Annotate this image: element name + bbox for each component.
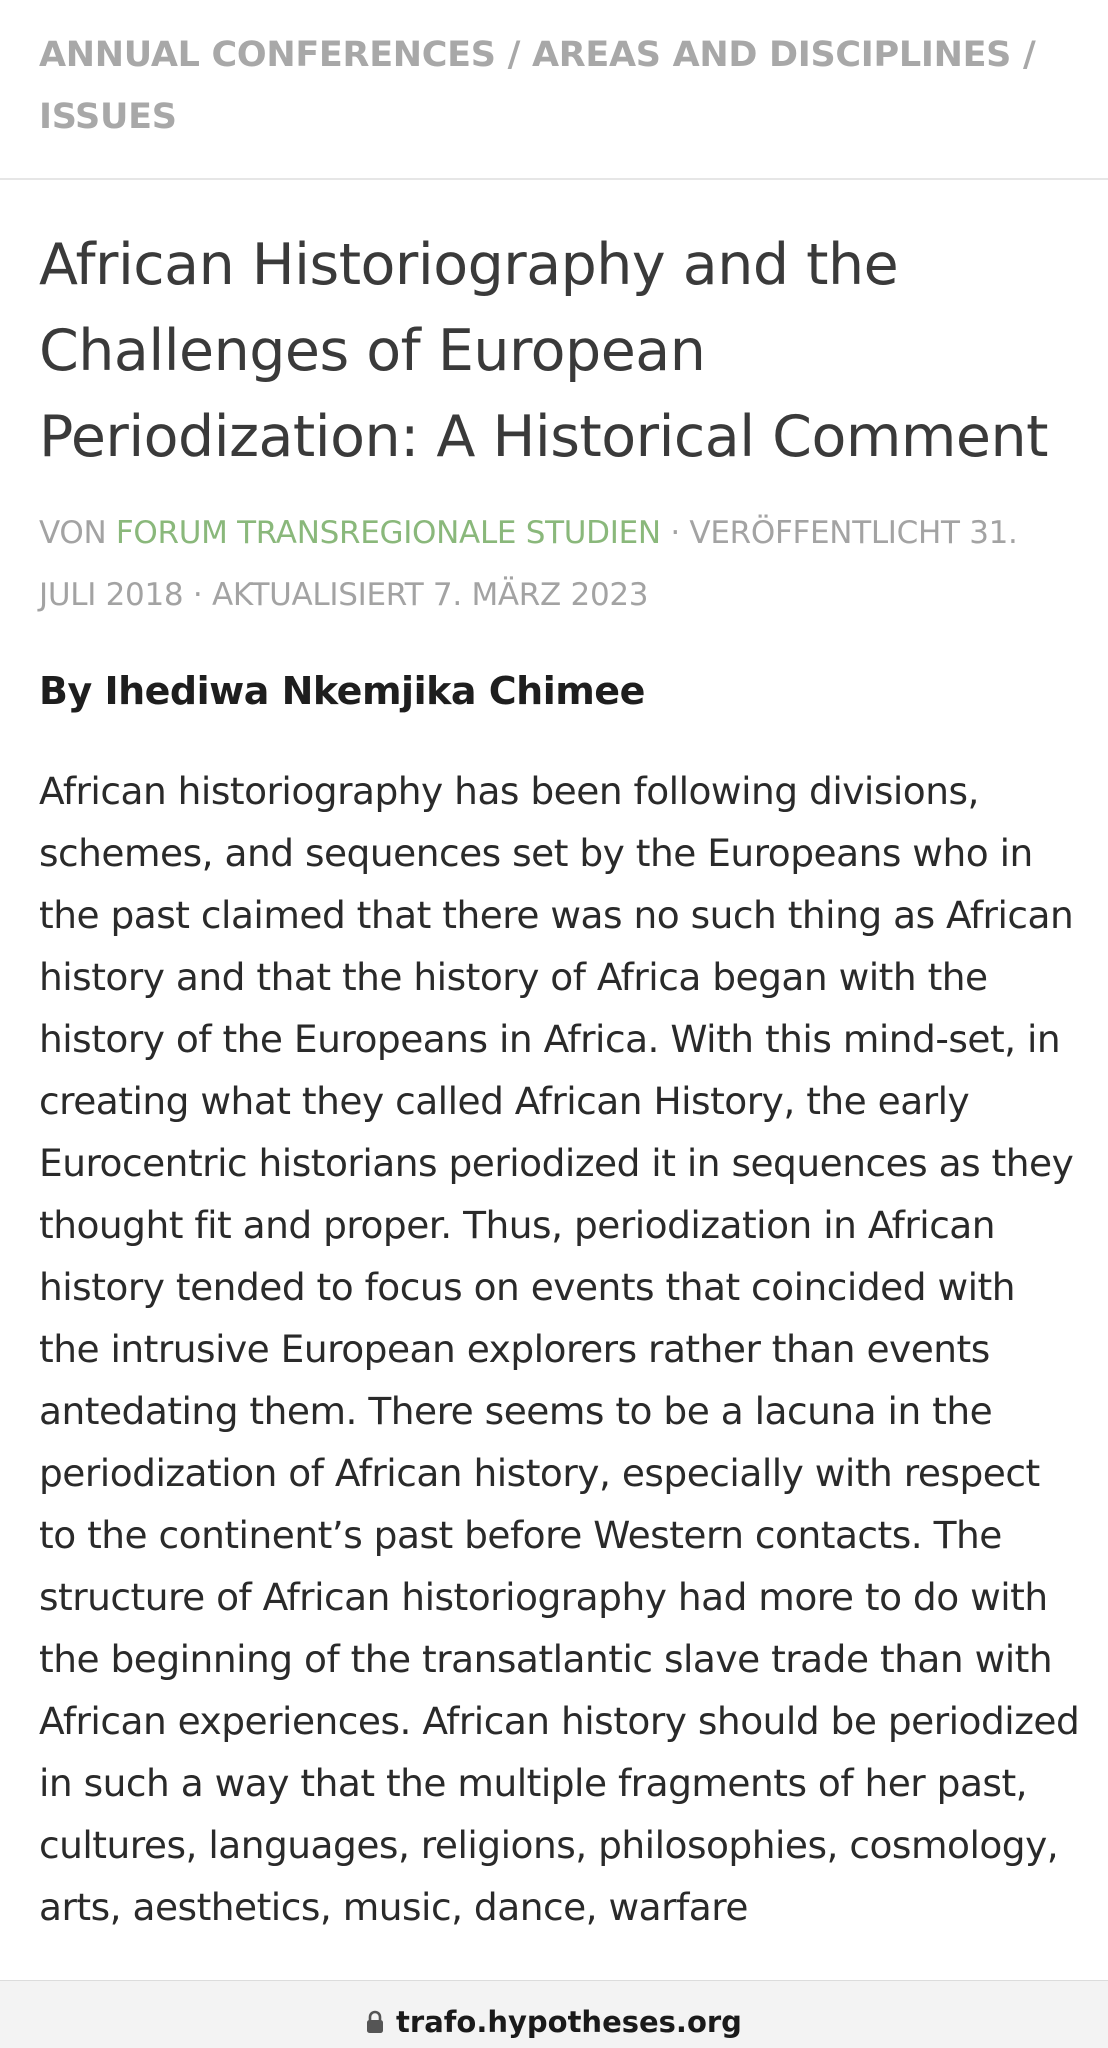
url-text[interactable]: trafo.hypotheses.org bbox=[396, 2005, 742, 2039]
breadcrumb-areas-and-disciplines[interactable]: AREAS AND DISCIPLINES bbox=[531, 35, 1012, 75]
header-divider bbox=[0, 178, 1108, 180]
breadcrumb-issues[interactable]: ISSUES bbox=[39, 97, 177, 137]
author-link[interactable]: FORUM TRANSREGIONALE STUDIEN bbox=[115, 515, 661, 551]
browser-url-bar[interactable] bbox=[0, 1980, 1108, 2048]
meta-by-prefix: VON bbox=[39, 515, 116, 551]
breadcrumb-separator: / bbox=[495, 35, 532, 75]
breadcrumb bbox=[39, 24, 1039, 148]
lock-icon bbox=[366, 2010, 384, 2034]
breadcrumb-separator: / bbox=[1011, 35, 1036, 75]
url-display[interactable] bbox=[366, 2002, 742, 2042]
article-title: African Historiography and the Challenges of European Periodization: A Historical Comment bbox=[39, 232, 1048, 470]
article-byline: By Ihediwa Nkemjika Chimee bbox=[39, 669, 645, 713]
breadcrumb-annual-conferences[interactable]: ANNUAL CONFERENCES bbox=[39, 35, 496, 75]
meta-dates: · VERÖFFENTLICHT 31. JULI 2018 · AKTUALISIERT 7. MÄRZ 2023 bbox=[39, 515, 1018, 613]
article-meta bbox=[39, 502, 1069, 626]
article-body: African historiography has been following divisions, schemes, and sequences set by the Europeans who in the past claimed that there was no such thing as African history and that the history of Africa began with the history of the Europeans in Africa. With this mind-set, in creating what they called African History, the early Eurocentric historians periodized it in sequences as they thought fit and proper. Thus, periodization in African history tended to focus on events that coincided with the intrusive European explorers rather than events antedating them. There seems to be a lacuna in the periodization of African history, especially with respect to the continent’s past before Western contacts. The structure of African historiography had more to do with the beginning of the transatlantic slave trade than with African experiences. African history should be periodized in such a way that the multiple fragments of her past, cultures, languages, religions, philosophies, cosmology, arts, aesthetics, music, dance, warfare bbox=[39, 769, 1080, 1929]
